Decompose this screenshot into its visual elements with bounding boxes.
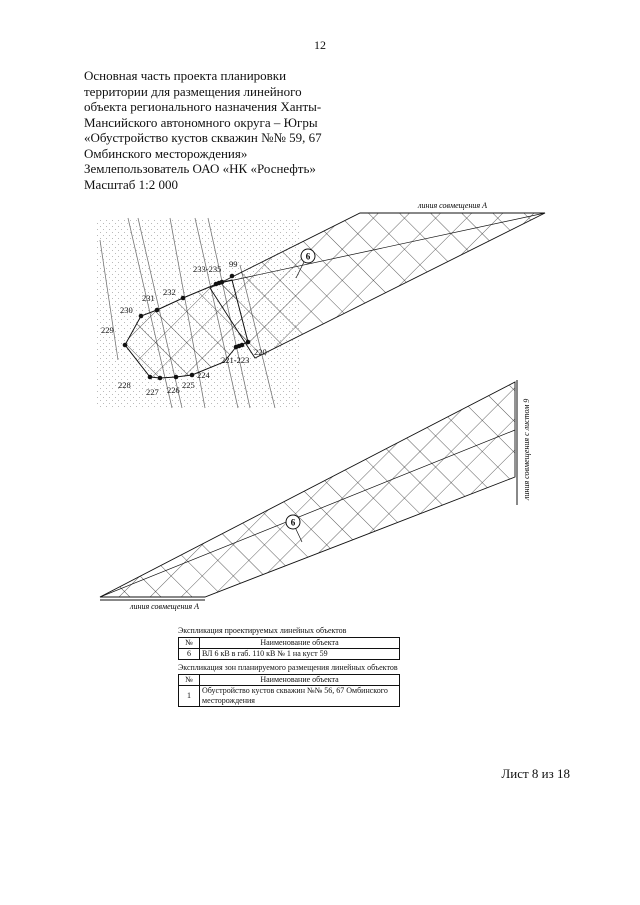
object-marker-lower <box>286 515 300 529</box>
table-header-num: № <box>179 638 200 649</box>
corridor-zone-lower <box>100 382 515 597</box>
survey-point <box>155 308 160 313</box>
table-header-num: № <box>179 675 200 686</box>
legend-linear-table <box>178 637 400 660</box>
table-header-name: Наименование объекта <box>200 675 400 686</box>
sheet-number: Лист 8 из 18 <box>501 766 570 781</box>
title-line: Основная часть проекта планировки <box>84 68 287 83</box>
survey-point <box>158 376 163 381</box>
point-label: 231 <box>142 293 155 303</box>
survey-point <box>190 373 195 378</box>
title-line: «Обустройство кустов скважин №№ 59, 67 <box>84 130 322 145</box>
point-label: 220 <box>254 347 267 357</box>
table-row <box>179 686 400 707</box>
survey-point <box>139 314 144 319</box>
survey-point <box>220 280 225 285</box>
table-cell-name: ВЛ 6 кВ в габ. 110 кВ № 1 на куст 59 <box>200 649 400 660</box>
survey-point <box>230 274 235 279</box>
survey-point <box>246 340 251 345</box>
table-row <box>179 649 400 660</box>
point-label: 230 <box>120 305 133 315</box>
match-line-bottom-label: линия совмещения А <box>130 602 200 611</box>
scale-line: Масштаб 1:2 000 <box>84 176 178 192</box>
point-label: 221-223 <box>221 355 250 365</box>
table-header-name: Наименование объекта <box>200 638 400 649</box>
survey-point <box>123 343 128 348</box>
point-label: 226 <box>167 385 180 395</box>
point-label: 228 <box>118 380 131 390</box>
survey-point <box>181 296 186 301</box>
point-label: 227 <box>146 387 159 397</box>
land-user-line: Землепользователь ОАО «НК «Роснефть» <box>84 161 316 176</box>
point-label: 229 <box>101 325 114 335</box>
legend-zones-caption: Экспликация зон планируемого размещения линейных объектов <box>178 663 398 672</box>
survey-point <box>174 375 179 380</box>
title-line: территории для размещения линейного <box>84 83 302 99</box>
table-cell-name: Обустройство кустов скважин №№ 56, 67 Омбинского месторождения <box>200 686 400 707</box>
point-label: 233-235 <box>193 264 222 274</box>
point-label: 232 <box>163 287 176 297</box>
title-line: Мансийского автономного округа – Югры <box>84 114 318 130</box>
table-cell-num: 1 <box>179 686 200 707</box>
point-label: 99 <box>229 259 238 269</box>
point-label: 225 <box>182 380 195 390</box>
line-object-axis-lower <box>100 430 515 597</box>
survey-point <box>240 343 245 348</box>
match-line-top-label: линия совмещения А <box>418 201 488 210</box>
table-cell-num: 6 <box>179 649 200 660</box>
page-number: 12 <box>314 38 326 52</box>
object-marker-label: 6 <box>290 517 296 528</box>
title-line: Омбинского месторождения» <box>84 145 248 161</box>
match-line-right-label: линия совмещения с листом 9 <box>522 398 531 500</box>
legend-linear-caption: Экспликация проектируемых линейных объектов <box>178 626 347 635</box>
object-marker-label: 6 <box>305 251 311 262</box>
object-marker-upper <box>301 249 315 263</box>
point-label: 224 <box>197 370 210 380</box>
title-line: объекта регионального назначения Ханты- <box>84 99 322 114</box>
legend-zones-table <box>178 674 400 707</box>
legend <box>178 626 400 710</box>
survey-point <box>148 375 153 380</box>
